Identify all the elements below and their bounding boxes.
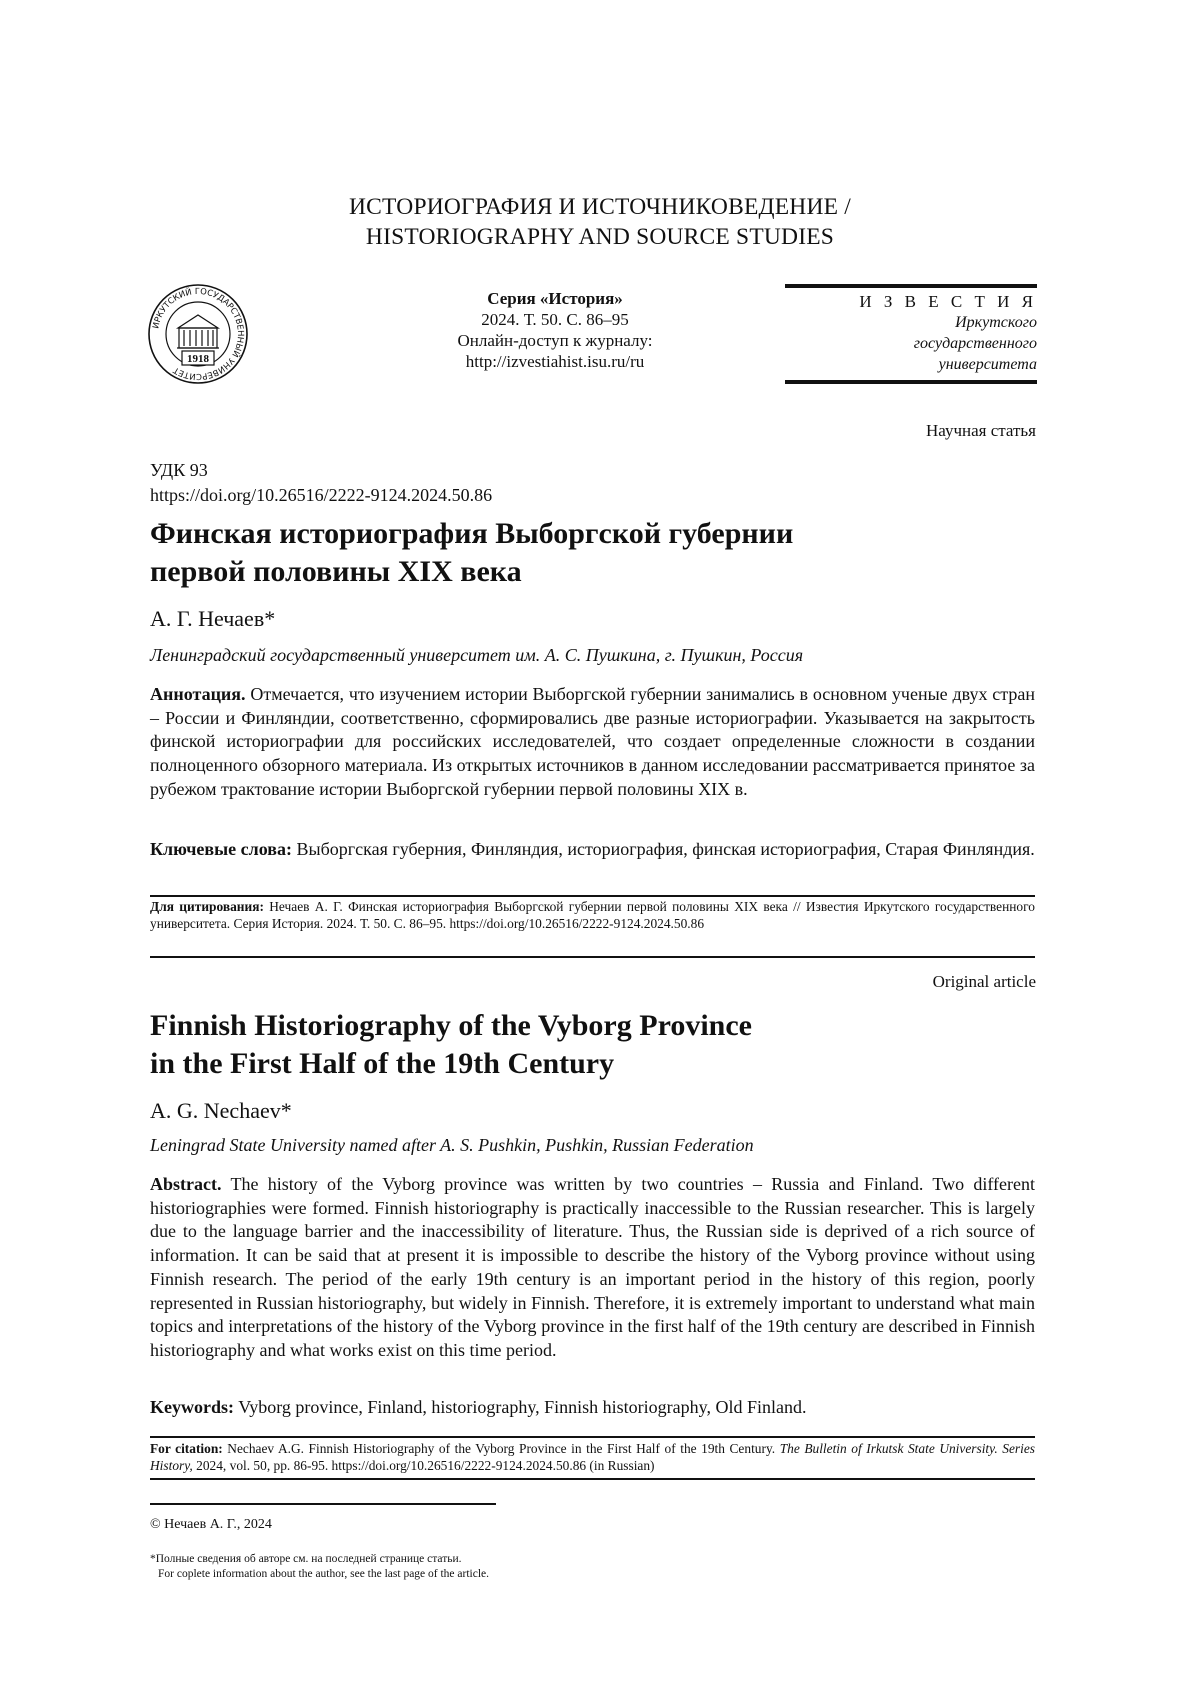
citation-en-pre: Nechaev A.G. Finnish Historiography of the Vyborg Province in the First Half of the 19th Century. (227, 1441, 775, 1456)
article-type-ru: Научная статья (926, 421, 1036, 441)
abstract-en (150, 1173, 1035, 1363)
section-heading-ru: ИСТОРИОГРАФИЯ И ИСТОЧНИКОВЕДЕНИЕ / (0, 192, 1200, 222)
citation-ru-label: Для цитирования: (150, 899, 264, 914)
title-ru-line-1: Финская историография Выборгской губернии (150, 515, 1050, 553)
university-emblem (146, 282, 250, 386)
author-en: A. G. Nechaev* (150, 1098, 292, 1124)
citation-en-journal: The Bulletin of Irkutsk State University. Series History, (150, 1441, 1035, 1473)
title-en-line-1: Finnish Historiography of the Vyborg Province (150, 1007, 1050, 1045)
section-heading-en: HISTORIOGRAPHY AND SOURCE STUDIES (0, 222, 1200, 252)
masthead-line-2: государственного (785, 333, 1037, 354)
abstract-ru-text: Отмечается, что изучением истории Выборгской губернии занимались в основном ученые двух стран – России и Финляндии, соответственно, сформировались две разные историографии. Указывается на закрытость финской историографии для российских исследователей, что создает определенные сложности в создании полноценного обзорного материала. Из открытых источников в данном исследовании рассматривается принятое за рубежом трактование истории Выборгской губернии первой половины XIX в. (150, 684, 1035, 799)
keywords-en-label: Keywords: (150, 1397, 234, 1417)
affiliation-ru: Ленинградский государственный университет им. А. С. Пушкина, г. Пушкин, Россия (150, 645, 803, 666)
udk-code: УДК 93 (150, 458, 492, 483)
citation-en-rule-top (150, 1436, 1035, 1438)
title-en-line-2: in the First Half of the 19th Century (150, 1045, 1050, 1083)
footnote-ru: *Полные сведения об авторе см. на последней странице статьи. (150, 1552, 489, 1567)
citation-ru-text: Нечаев А. Г. Финская историография Выборгской губернии первой половины XIX века // Известия Иркутского государственного университета. Серия История. 2024. Т. 50. С. 86–95. https://doi.org/10.26516/2222-9124.2024.50.86 (150, 899, 1035, 931)
citation-en-rule-bottom (150, 1478, 1035, 1480)
udk-doi-block (150, 458, 492, 508)
journal-url[interactable]: http://izvestiahist.isu.ru/ru (420, 351, 690, 372)
author-footnote (150, 1552, 489, 1582)
citation-ru-rule-bottom (150, 956, 1035, 958)
title-ru (150, 515, 1050, 591)
citation-en-label: For citation: (150, 1441, 223, 1456)
abstract-en-label: Abstract. (150, 1174, 221, 1194)
masthead-line-3: университета (785, 354, 1037, 375)
masthead-rule-top (785, 284, 1037, 288)
keywords-en (150, 1396, 1035, 1420)
building-icon (177, 315, 219, 348)
keywords-ru-label: Ключевые слова: (150, 839, 292, 859)
footnote-en: For coplete information about the author, see the last page of the article. (150, 1567, 489, 1582)
abstract-ru-label: Аннотация. (150, 684, 246, 704)
citation-ru-rule-top (150, 895, 1035, 897)
abstract-ru (150, 683, 1035, 802)
title-ru-line-2: первой половины XIX века (150, 553, 1050, 591)
online-access-label: Онлайн-доступ к журналу: (420, 330, 690, 351)
footnote-rule (150, 1503, 496, 1505)
masthead-rule-bottom (785, 380, 1037, 384)
keywords-en-text: Vyborg province, Finland, historiography, Finnish historiography, Old Finland. (238, 1397, 806, 1417)
citation-en-post: 2024, vol. 50, pp. 86-95. https://doi.org/10.26516/2222-9124.2024.50.86 (in Russian) (196, 1458, 654, 1473)
volume-pages: 2024. Т. 50. С. 86–95 (420, 309, 690, 330)
masthead-title: И З В Е С Т И Я (785, 291, 1037, 312)
journal-series-info (420, 288, 690, 372)
series-name: Серия «История» (420, 288, 690, 309)
citation-en (150, 1441, 1035, 1474)
journal-masthead (785, 284, 1037, 384)
citation-ru (150, 899, 1035, 932)
copyright: © Нечаев А. Г., 2024 (150, 1517, 272, 1533)
article-first-page (0, 0, 1200, 1705)
section-heading (0, 192, 1200, 252)
affiliation-en: Leningrad State University named after A. S. Pushkin, Pushkin, Russian Federation (150, 1135, 754, 1156)
keywords-ru-text: Выборгская губерния, Финляндия, историография, финская историография, Старая Финляндия. (296, 839, 1034, 859)
title-en (150, 1007, 1050, 1083)
keywords-ru (150, 838, 1035, 862)
emblem-ring-text: ИРКУТСКИЙ ГОСУДАРСТВЕННЫЙ УНИВЕРСИТЕТ (150, 286, 246, 383)
author-ru: А. Г. Нечаев* (150, 606, 275, 632)
emblem-year: 1918 (187, 353, 210, 365)
masthead-line-1: Иркутского (785, 312, 1037, 333)
doi-link[interactable]: https://doi.org/10.26516/2222-9124.2024.50.86 (150, 483, 492, 508)
article-type-en: Original article (933, 972, 1036, 992)
abstract-en-text: The history of the Vyborg province was written by two countries – Russia and Finland. Two different historiographies were formed. Finnish historiography is practically inaccessible to the Russian researcher. This is largely due to the language barrier and the inaccessibility of literature. Thus, the Russian side is deprived of a rich source of information. It can be said that at present it is impossible to describe the history of the Vyborg province without using Finnish research. The period of the early 19th century is an important period in the history of this region, poorly represented in Russian historiography, but widely in Finnish. Therefore, it is extremely important to understand what main topics and interpretations of the history of the Vyborg province in the first half of the 19th century are described in Finnish historiography and what works exist on this time period. (150, 1174, 1035, 1360)
